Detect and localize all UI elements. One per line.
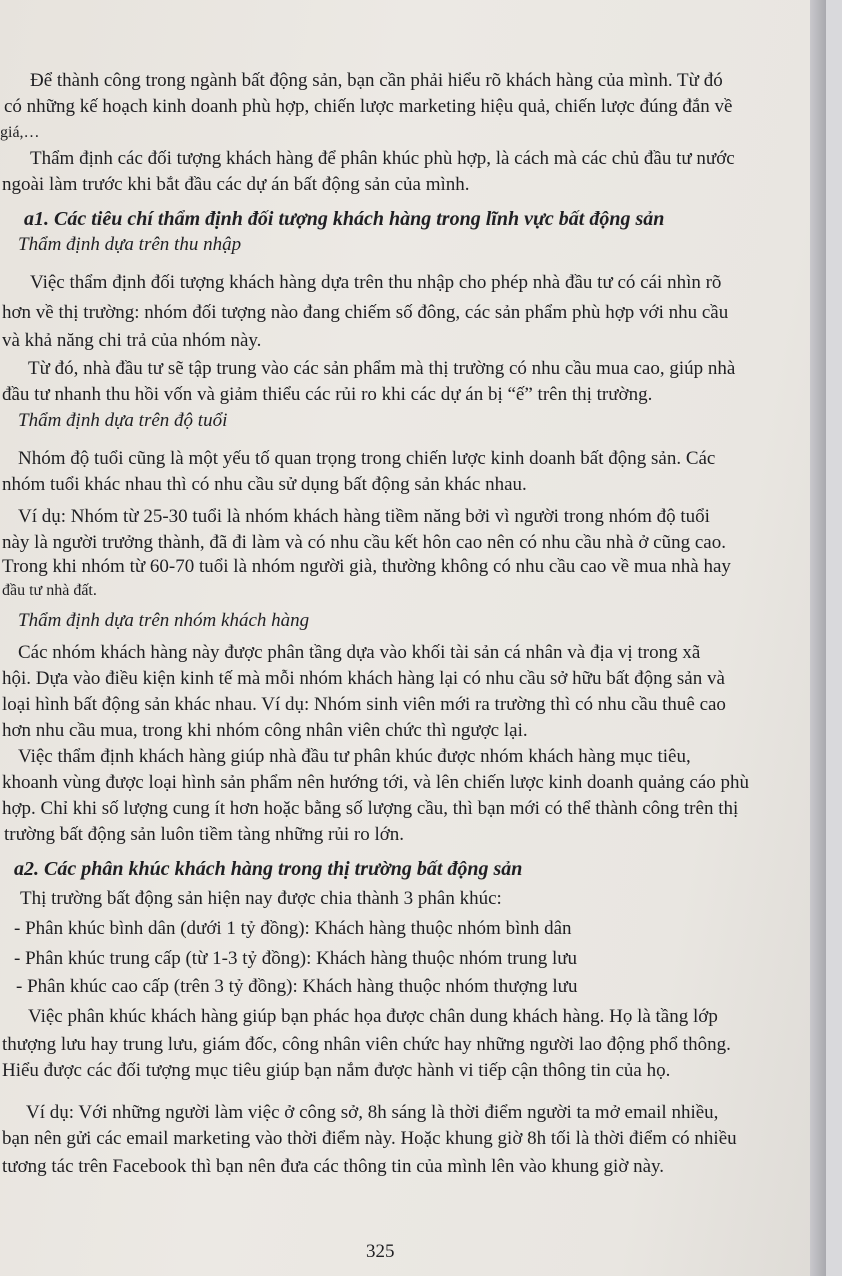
- para11-line3: tương tác trên Facebook thì bạn nên đưa các thông tin của mình lên vào khung giờ này.: [2, 1156, 665, 1177]
- para3-line2: hơn về thị trường: nhóm đối tượng nào đang chiếm số đông, các sản phẩm phù hợp với nhu cầu: [2, 302, 729, 323]
- subheading-age: Thẩm định dựa trên độ tuổi: [18, 410, 228, 431]
- para7-line1: Các nhóm khách hàng này được phân tầng dựa vào khối tài sản cá nhân và địa vị trong xã: [18, 642, 701, 663]
- para1-line1: Để thành công trong ngành bất động sản, bạn cần phải hiểu rõ khách hàng của mình. Từ đó: [30, 70, 723, 91]
- heading-a2: a2. Các phân khúc khách hàng trong thị trường bất động sản: [14, 858, 523, 880]
- para6-line3: Trong khi nhóm từ 60-70 tuổi là nhóm người già, thường không có nhu cầu cao về mua nhà hay: [2, 556, 731, 577]
- subheading-income: Thẩm định dựa trên thu nhập: [18, 234, 242, 255]
- page-edge: [810, 0, 826, 1276]
- para11-line2: bạn nên gửi các email marketing vào thời điểm này. Hoặc khung giờ 8h tối là thời điểm có nhiều: [2, 1128, 737, 1149]
- segment-middle: - Phân khúc trung cấp (từ 1-3 tỷ đồng): Khách hàng thuộc nhóm trung lưu: [14, 948, 578, 969]
- para6-line4: đầu tư nhà đất.: [2, 582, 97, 599]
- para11-line1: Ví dụ: Với những người làm việc ở công sở, 8h sáng là thời điểm người ta mở email nhiều,: [26, 1102, 719, 1123]
- heading-a1: a1. Các tiêu chí thẩm định đối tượng khách hàng trong lĩnh vực bất động sản: [24, 208, 665, 230]
- para4-line2: đầu tư nhanh thu hồi vốn và giảm thiểu các rủi ro khi các dự án bị “ế” trên thị trường.: [2, 384, 653, 405]
- para8-line2: khoanh vùng được loại hình sản phẩm nên hướng tới, và lên chiến lược kinh doanh quảng cáo phù: [2, 772, 750, 793]
- para5-line2: nhóm tuổi khác nhau thì có nhu cầu sử dụng bất động sản khác nhau.: [2, 474, 527, 495]
- para1-line2: có những kế hoạch kinh doanh phù hợp, chiến lược marketing hiệu quả, chiến lược đúng đắn về: [4, 96, 733, 117]
- para2-line1: Thẩm định các đối tượng khách hàng để phân khúc phù hợp, là cách mà các chủ đầu tư nước: [30, 148, 735, 169]
- para6-line1: Ví dụ: Nhóm từ 25-30 tuổi là nhóm khách hàng tiềm năng bởi vì người trong nhóm độ tuổi: [18, 506, 710, 527]
- page-number: 325: [366, 1241, 395, 1262]
- para2-line2: ngoài làm trước khi bắt đầu các dự án bất động sản của mình.: [2, 174, 470, 195]
- para10-line3: Hiểu được các đối tượng mục tiêu giúp bạn nắm được hành vi tiếp cận thông tin của họ.: [2, 1060, 671, 1081]
- para3-line3: và khả năng chi trả của nhóm này.: [2, 330, 262, 351]
- para8-line4: trường bất động sản luôn tiềm tàng những rủi ro lớn.: [4, 824, 405, 845]
- para6-line2: này là người trưởng thành, đã đi làm và có nhu cầu kết hôn cao nên có nhu cầu nhà ở cũng cao.: [2, 532, 726, 553]
- segment-basic: - Phân khúc bình dân (dưới 1 tỷ đồng): Khách hàng thuộc nhóm bình dân: [14, 918, 572, 939]
- para8-line3: hợp. Chỉ khi số lượng cung ít hơn hoặc bằng số lượng cầu, thì bạn mới có thể thành công trên thị: [2, 798, 739, 819]
- para3-line1: Việc thẩm định đối tượng khách hàng dựa trên thu nhập cho phép nhà đầu tư có cái nhìn rõ: [30, 272, 722, 293]
- para10-line1: Việc phân khúc khách hàng giúp bạn phác họa được chân dung khách hàng. Họ là tầng lớp: [28, 1006, 718, 1027]
- para7-line3: loại hình bất động sản khác nhau. Ví dụ: Nhóm sinh viên mới ra trường thì có nhu cầu thuê cao: [2, 694, 726, 715]
- subheading-customer-group: Thẩm định dựa trên nhóm khách hàng: [18, 610, 310, 631]
- para8-line1: Việc thẩm định khách hàng giúp nhà đầu tư phân khúc được nhóm khách hàng mục tiêu,: [18, 746, 691, 767]
- para10-line2: thượng lưu hay trung lưu, giám đốc, công nhân viên chức hay những người lao động phổ thông.: [2, 1034, 731, 1055]
- segment-premium: - Phân khúc cao cấp (trên 3 tỷ đồng): Khách hàng thuộc nhóm thượng lưu: [16, 976, 578, 997]
- para4-line1: Từ đó, nhà đầu tư sẽ tập trung vào các sản phẩm mà thị trường có nhu cầu mua cao, giúp nhà: [28, 358, 736, 379]
- para7-line2: hội. Dựa vào điều kiện kinh tế mà mỗi nhóm khách hàng lại có nhu cầu sở hữu bất động sản và: [2, 668, 725, 689]
- para1-line3: giá,…: [0, 124, 40, 141]
- para5-line1: Nhóm độ tuổi cũng là một yếu tố quan trọng trong chiến lược kinh doanh bất động sản. Các: [18, 448, 716, 469]
- para9-line1: Thị trường bất động sản hiện nay được chia thành 3 phân khúc:: [20, 888, 502, 909]
- para7-line4: hơn nhu cầu mua, trong khi nhóm công nhân viên chức thì ngược lại.: [2, 720, 528, 741]
